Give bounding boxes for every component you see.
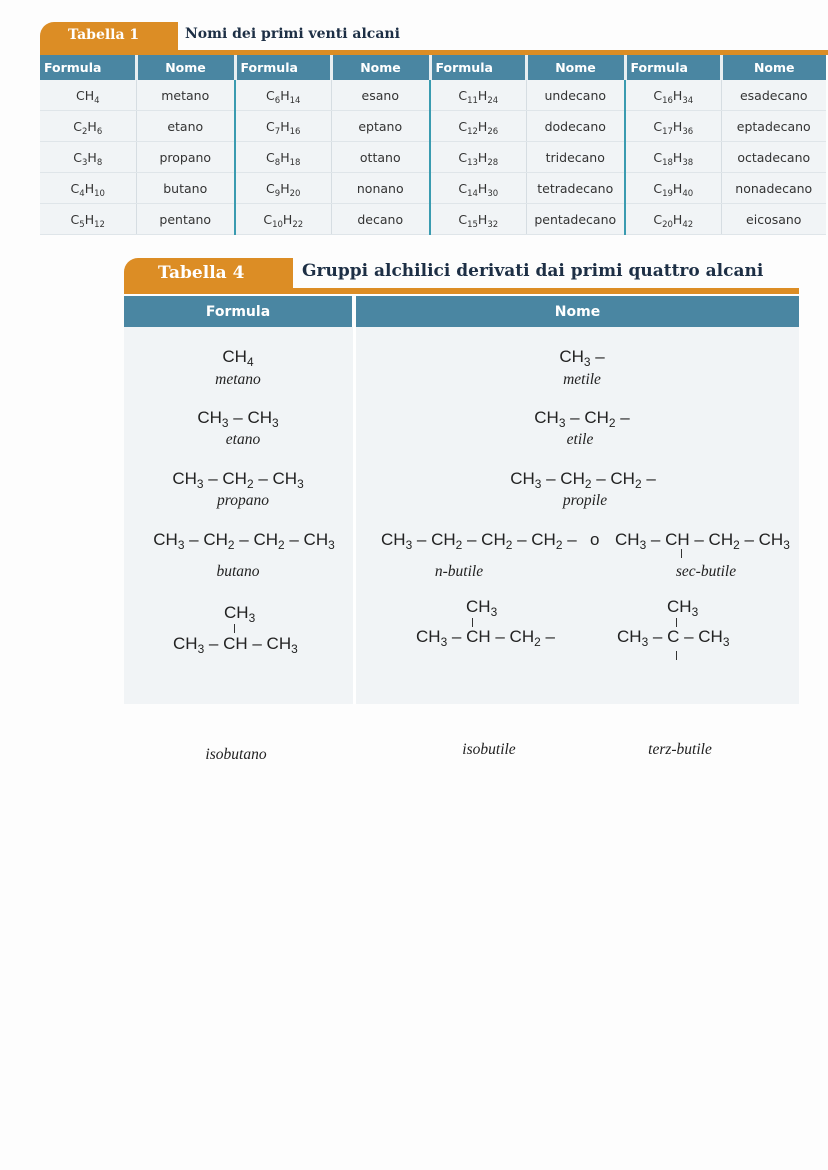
table-4-body: [124, 327, 799, 763]
formula-cell: $C_4H_{10}$: [40, 173, 136, 204]
bond-line: [681, 549, 682, 558]
name-cell: nonano: [331, 173, 430, 204]
formula-isobutyl: $CH_3$ – CH – $CH_2$ –: [416, 627, 555, 650]
bond-line: [472, 618, 473, 627]
name-etile: etile: [566, 431, 594, 448]
table-4-header: [124, 258, 799, 288]
name-terz-butile: terz-butile: [648, 741, 712, 758]
formula-cell: $C_{20}H_{42}$: [625, 204, 721, 235]
table-1-label: Tabella 1: [40, 22, 178, 50]
formula-cell: $C_2H_6$: [40, 111, 136, 142]
table-4-accent-bar: [124, 288, 799, 294]
column-header-nome: Nome: [526, 55, 625, 80]
formula-cell: $C_3H_8$: [40, 142, 136, 173]
formula-cell: $C_6H_{14}$: [235, 80, 331, 111]
name-cell: esano: [331, 80, 430, 111]
name-cell: eptano: [331, 111, 430, 142]
column-header-nome: Nome: [136, 55, 235, 80]
formula-cell: $C_5H_{12}$: [40, 204, 136, 235]
name-cell: eptadecano: [721, 111, 826, 142]
formula-cell: $C_{14}H_{30}$: [430, 173, 526, 204]
name-n-butile: n-butile: [434, 563, 484, 580]
formula-isobutyl-top: $CH_3$: [466, 597, 498, 620]
table-row: [40, 111, 826, 142]
name-cell: butano: [136, 173, 235, 204]
table-1-header: [40, 22, 828, 50]
name-cell: ottano: [331, 142, 430, 173]
formula-ethane: $CH_3 - CH_3$: [197, 408, 279, 431]
formula-cell: $C_{19}H_{40}$: [625, 173, 721, 204]
formula-isobutane-top: $CH_3$: [224, 603, 256, 626]
column-divider: [353, 327, 356, 704]
name-cell: octadecano: [721, 142, 826, 173]
connector-o: o: [590, 530, 600, 549]
formula-isobutane: $CH_3$ – CH – $CH_3$: [173, 634, 298, 657]
name-cell: eicosano: [721, 204, 826, 235]
name-cell: esadecano: [721, 80, 826, 111]
formula-cell: $CH_4$: [40, 80, 136, 111]
column-header-formula: Formula: [40, 55, 136, 80]
formula-cell: $C_{11}H_{24}$: [430, 80, 526, 111]
bond-line: [676, 618, 677, 627]
table-row: [40, 80, 826, 111]
name-cell: tetradecano: [526, 173, 625, 204]
name-metile: metile: [563, 371, 601, 388]
table-row: [40, 204, 826, 235]
formula-cell: $C_{13}H_{28}$: [430, 142, 526, 173]
name-cell: dodecano: [526, 111, 625, 142]
formula-cell: $C_9H_{20}$: [235, 173, 331, 204]
name-cell: nonadecano: [721, 173, 826, 204]
name-propano: propano: [217, 492, 269, 509]
formula-methane: $CH_4$: [222, 347, 254, 370]
formula-propane: $CH_3 - CH_2 - CH_3$: [172, 469, 304, 492]
column-header-nome: Nome: [356, 296, 799, 327]
column-header-nome: Nome: [721, 55, 826, 80]
table-row: [40, 142, 826, 173]
formula-methyl: $CH_3$ –: [559, 347, 605, 370]
name-cell: undecano: [526, 80, 625, 111]
table-4-label: Tabella 4: [124, 258, 293, 288]
formula-sec-butyl: $CH_3$ – CH – $CH_2 - CH_3$: [615, 530, 790, 553]
name-isobutile: isobutile: [462, 741, 516, 758]
formula-tert-butyl: $CH_3$ – C – $CH_3$: [617, 627, 730, 650]
name-metano: metano: [215, 371, 261, 388]
name-butano: butano: [216, 563, 260, 580]
formula-cell: $C_{16}H_{34}$: [625, 80, 721, 111]
column-header-formula: Formula: [124, 296, 352, 327]
alkanes-table: [40, 55, 826, 235]
table-4-column-headers: [124, 296, 799, 327]
formula-cell: $C_8H_{18}$: [235, 142, 331, 173]
column-header-formula: Formula: [235, 55, 331, 80]
name-cell: pentadecano: [526, 204, 625, 235]
formula-cell: $C_{12}H_{26}$: [430, 111, 526, 142]
table-4-title: Gruppi alchilici derivati dai primi quattro alcani: [302, 261, 764, 281]
formula-n-butyl: $CH_3 - CH_2 - CH_2 - CH_2$ –: [381, 530, 577, 553]
name-sec-butile: sec-butile: [675, 563, 737, 580]
table-1-body: [40, 80, 826, 235]
name-cell: propano: [136, 142, 235, 173]
column-header-nome: Nome: [331, 55, 430, 80]
name-cell: metano: [136, 80, 235, 111]
column-header-formula: Formula: [430, 55, 526, 80]
formula-propyl: $CH_3 - CH_2 - CH_2$ –: [510, 469, 656, 492]
table-4: [124, 258, 799, 763]
table-1-title: Nomi dei primi venti alcani: [185, 26, 400, 42]
formula-cell: $C_{15}H_{32}$: [430, 204, 526, 235]
column-header-formula: Formula: [625, 55, 721, 80]
name-cell: etano: [136, 111, 235, 142]
formula-butane: $CH_3 - CH_2 - CH_2 - CH_3$: [153, 530, 335, 553]
name-cell: pentano: [136, 204, 235, 235]
table-1: [40, 22, 828, 235]
name-isobutano: isobutano: [205, 746, 267, 763]
name-propile: propile: [562, 492, 608, 509]
name-etano: etano: [225, 431, 261, 448]
table-row: [40, 173, 826, 204]
formula-tert-butyl-top: $CH_3$: [667, 597, 699, 620]
formula-ethyl: $CH_3 - CH_2$ –: [534, 408, 630, 431]
formula-cell: $C_{10}H_{22}$: [235, 204, 331, 235]
bond-line: [234, 624, 235, 633]
name-cell: tridecano: [526, 142, 625, 173]
formula-cell: $C_7H_{16}$: [235, 111, 331, 142]
formula-cell: $C_{18}H_{38}$: [625, 142, 721, 173]
table-1-header-row: [40, 55, 826, 80]
formula-cell: $C_{17}H_{36}$: [625, 111, 721, 142]
bond-line: [676, 651, 677, 660]
name-cell: decano: [331, 204, 430, 235]
